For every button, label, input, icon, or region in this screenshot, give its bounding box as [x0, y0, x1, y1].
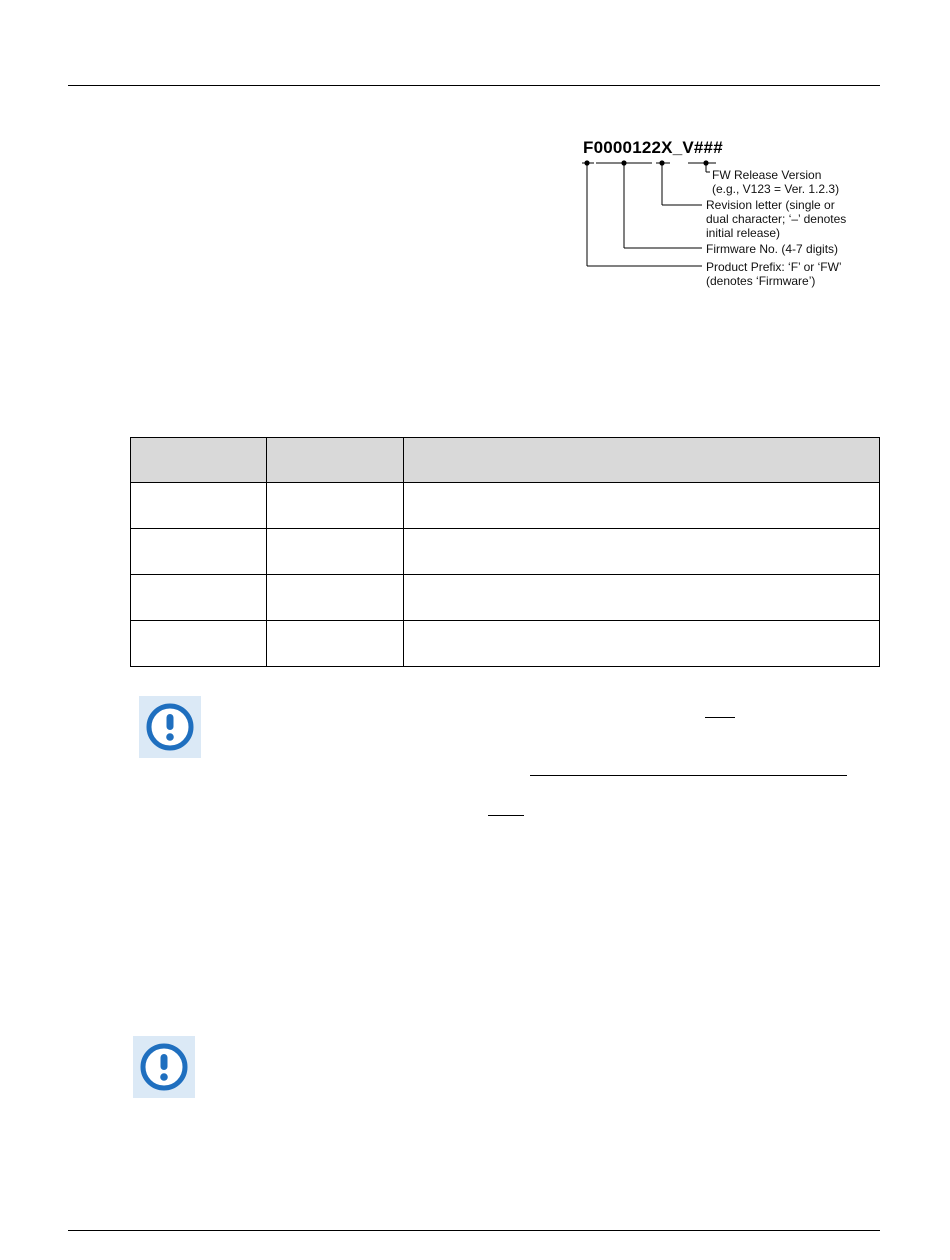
header-rule	[68, 85, 880, 86]
label-line: Revision letter (single or	[706, 198, 835, 212]
exclamation-circle-icon	[139, 696, 201, 758]
table-header-row	[131, 438, 880, 483]
table-row	[131, 621, 880, 667]
underline-mark	[530, 775, 847, 776]
label-line: dual character; ‘–’ denotes	[706, 212, 847, 226]
table-cell	[267, 621, 404, 667]
firmware-no-label	[706, 242, 838, 256]
firmware-naming-diagram	[578, 138, 888, 298]
table-row	[131, 575, 880, 621]
label-line: (e.g., V123 = Ver. 1.2.3)	[712, 182, 840, 196]
table-header-cell	[131, 438, 267, 483]
table-cell	[404, 621, 880, 667]
label-line: Firmware No. (4-7 digits)	[706, 242, 839, 256]
product-prefix-label	[706, 260, 842, 288]
table-cell	[404, 575, 880, 621]
release-version-label	[712, 168, 839, 196]
table-cell	[267, 575, 404, 621]
label-line: Product Prefix: ‘F’ or ‘FW’	[706, 260, 842, 274]
table-cell	[267, 529, 404, 575]
label-line: FW Release Version	[712, 168, 822, 182]
underline-mark	[488, 815, 524, 816]
table-cell	[131, 483, 267, 529]
table-row	[131, 529, 880, 575]
label-line: (denotes ‘Firmware’)	[706, 274, 816, 288]
table-cell	[404, 483, 880, 529]
table-cell	[131, 529, 267, 575]
table-header-cell	[267, 438, 404, 483]
firmware-table	[130, 437, 880, 667]
table-row	[131, 483, 880, 529]
underline-mark	[705, 717, 735, 718]
table-header-cell	[404, 438, 880, 483]
firmware-code: F0000122X_V###	[583, 138, 723, 157]
table-cell	[267, 483, 404, 529]
table-cell	[404, 529, 880, 575]
table-cell	[131, 575, 267, 621]
revision-letter-label	[706, 198, 846, 240]
label-line: initial release)	[706, 226, 781, 240]
exclamation-circle-icon	[133, 1036, 195, 1098]
table-cell	[131, 621, 267, 667]
footer-rule	[68, 1230, 880, 1231]
